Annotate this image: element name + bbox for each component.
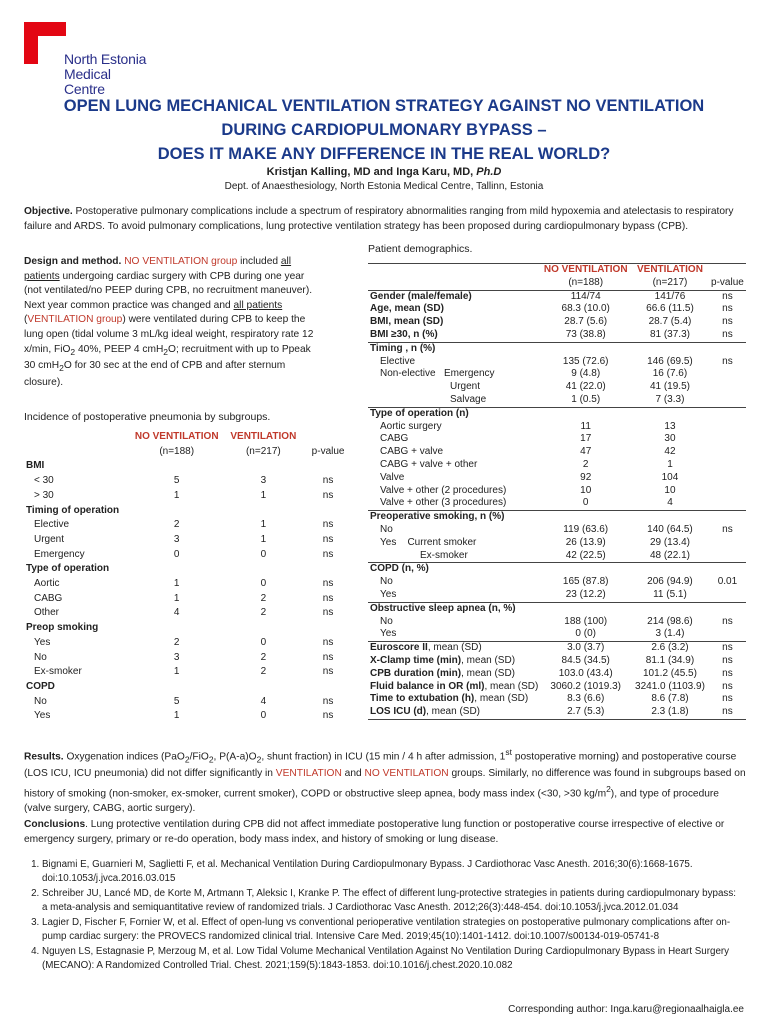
subgroup-header: Timing of operation <box>26 504 120 516</box>
table-row: X-Clamp time (min), mean (SD) 84.5 (34.5) 81.1 (34.9) ns <box>370 654 733 666</box>
subgroup-header: Preop smoking <box>26 622 99 634</box>
table-row: < 30 5 3 ns <box>34 475 334 487</box>
table-row: BMI, mean (SD) 28.7 (5.6) 28.7 (5.4) ns <box>370 316 733 328</box>
logo-mark-vertical <box>24 22 38 64</box>
reference-item: 4. Nguyen LS, Estagnasie P, Merzoug M, et al. Low Tidal Volume Mechanical Ventilation Against No Ventilation During Cardiopulmonary Bypass in Heart Surgery (MECANO): A Randomized Controlled Trial. Chest. 2021;159(5):1843-1853. doi:10.1016/j.chest.2020.10.082 <box>42 945 744 973</box>
table-row: > 30 1 1 ns <box>34 489 334 501</box>
copd-section: COPD (n, %) <box>370 563 429 575</box>
table-row: CPB duration (min), mean (SD) 103.0 (43.4) 101.2 (45.5) ns <box>370 667 733 679</box>
demo-header-novent: NO VENTILATION <box>540 264 631 277</box>
logo <box>24 22 154 97</box>
subgroup-header: Type of operation <box>26 563 110 575</box>
objective-paragraph <box>24 205 746 234</box>
ventilation-group: VENTILATION group <box>27 314 123 326</box>
logo-text <box>64 52 154 97</box>
table-row: Aortic 1 0 ns <box>34 578 334 590</box>
table-row: Urgent 3 1 ns <box>34 533 334 545</box>
table-row: Gender (male/female) 114/74 141/76 ns <box>370 290 733 302</box>
conclusions-label: Conclusions <box>24 819 86 830</box>
logo-line2: Medical Centre <box>64 66 111 97</box>
demographics-caption: Patient demographics. <box>368 243 473 255</box>
table-row: Time to extubation (h), mean (SD) 8.3 (6.6) 8.6 (7.8) ns <box>370 693 733 705</box>
timing-section: Timing , n (%) <box>370 342 436 354</box>
conclusions-paragraph <box>24 818 746 847</box>
objective-label: Objective. <box>24 206 73 217</box>
conclusions-text: . Lung protective ventilation during CPB did not affect immediate postoperative lung function or postoperative course irrespective of elective or emergency surgery, primary or re-do operation, body mass index, and history of smoking or lung disease. <box>24 819 725 845</box>
pneumonia-table: NO VENTILATION VENTILATION (n=188) (n=217) p-value BMI < 30 5 3 ns > 30 1 1 ns Timing of operation Elective 2 1 ns Urgent 3 1 ns Emergency 0 0 ns Type of operation Aortic 1 0 ns CABG 1 2 ns Other 4 2 ns Preop smoking Yes 2 0 ns No 3 2 ns Ex-smoker 1 2 ns COPD No 5 4 ns Yes 1 0 ns <box>24 430 350 724</box>
table-row: No 5 4 ns <box>34 695 334 707</box>
table-row: Fluid balance in OR (ml), mean (SD) 3060.2 (1019.3) 3241.0 (1103.9) ns <box>370 680 733 692</box>
table-row: CABG 1 2 ns <box>34 592 334 604</box>
author-names: Kristjan Kalling, MD and Inga Karu, MD, <box>266 166 477 178</box>
poster-title <box>0 94 768 166</box>
design-paragraph: Design and method. NO VENTILATION group included all patients undergoing cardiac surgery with CPB during one year (not ventilated/no PEEP during CPB, no recruitment maneuver). Next year common practice was changed and all patients (VENTILATION group) were ventilated during CPB to keep the lung open (tidal volume 3 mL/kg ideal weight, respiratory rate 12 x/min, FiO$_2$ 40%, PEEP 4 cmH$_2$O; recruitment with up to Ppeak 30 cmH$_2$O for 30 sec at the end of CPB and after sternum closure). <box>24 256 314 388</box>
smoking-section: Preoperative smoking, n (%) <box>370 511 505 523</box>
table-row: Other 4 2 ns <box>34 607 334 619</box>
corresponding-author: Corresponding author: Inga.karu@regionaalhaigla.ee <box>508 1004 744 1015</box>
no-ventilation-group: NO VENTILATION group <box>124 256 238 267</box>
table-row: Emergency 0 0 ns <box>34 548 334 560</box>
logo-line1: North Estonia <box>64 51 147 67</box>
table-row: Yes 2 0 ns <box>34 636 334 648</box>
demographics-table: NO VENTILATION VENTILATION (n=188) (n=217) p-value Gender (male/female) 114/74 141/76 ns Age, mean (SD) 68.3 (10.0) 66.6 (11.5) ns BMI, mean (SD) 28.7 (5.6) 28.7 (5.4) ns BMI ≥30, n (%) 73 (38.8) 81 (37.3) ns Timing , n (%) Elective 135 (72.6) 146 (69.5) ns Non-elective Emergency 9 (4.8) 16 (7.6) Urgent 41 (22.0) 41 (19.5) Salvage 1 (0.5) 7 (3.3) Type of operation (n) Aortic surgery 11 13 CABG 17 30 CABG + valve 47 42 CABG + valve + other 2 1 Valve 92 104 Valve + other (2 procedures) 10 10 Valve + other (3 procedures) 0 4 Preoperative smoking, n (%) No 119 (63.6) 140 (64.5) ns Yes Current smoker 26 (13.9) 29 (13.4) Ex-smoker 42 (22.5) 48 (22.1) COPD (n, %) No 165 (87.8) 206 (94.9) 0.01 Yes 23 (12.2) 11 (5.1) Obstructive sleep apnea (n, %) No 188 (100) 214 (98.6) ns Yes 0 (0) 3 (1.4) Euroscore II, mean (SD) 3.0 (3.7) 2.6 (3.2) ns X-Clamp time (min), mean (SD) 84.5 (34.5) 81.1 (34.9) ns CPB duration (min), mean (SD) 103.0 (43.4) 101.2 (45.5) ns Fluid balance in OR (ml), mean (SD) 3060.2 (1019.3) 3241.0 (1103.9) ns Time to extubation (h), mean (SD) 8.3 (6.6) 8.6 (7.8) ns LOS ICU (d), mean (SD) 2.7 (5.3) 2.3 (1.8) ns <box>368 263 746 720</box>
table-row: Ex-smoker 1 2 ns <box>34 666 334 678</box>
results-paragraph: Results. Oxygenation indices (PaO$_2$/FiO$_2$, $P(A-a)O_2$, shunt fraction) in ICU (15 min / 4 h after admission, 1st postoperative morning) and postoperative course (LOS ICU, ICU pneumonia) did not differ significantly in VENTILATION and NO VENTILATION groups. Similarly, no difference was found in subgroups based on history of smoking (non-smoker, ex-smoker, current smoker), COPD or obstructive sleep apnea, body mass index (<30, >30 $kg/m^2$), and type of procedure (valve surgery, CABG, aortic surgery). <box>24 747 746 814</box>
author-degree: Ph.D <box>476 166 502 178</box>
reference-item: 2. Schreiber JU, Lancé MD, de Korte M, Artmann T, Aleksic I, Kranke P. The effect of different lung-protective strategies in patients during cardiopulmonary bypass: a meta-analysis and semiquantitative review of randomized trials. J Cardiothorac Vasc Anesth. 2012;26(3):448-454. doi:10.1053/j.jvca.2012.01.034 <box>42 887 744 915</box>
operation-section: Type of operation (n) <box>370 407 469 419</box>
subgroup-header: BMI <box>26 460 45 472</box>
objective-text: Postoperative pulmonary complications include a spectrum of respiratory abnormalities ranging from mild hypoxemia and atelectasis to respiratory failure and ARDS. To avoid pulmonary complications, lung protective ventilation strategy has been proposed during cardiopulmonary bypass (CPB). <box>24 206 734 232</box>
design-label: Design and method. <box>24 256 122 267</box>
demo-header-vent: VENTILATION <box>631 264 709 277</box>
table-row: Yes 1 0 ns <box>34 710 334 722</box>
references <box>24 858 744 974</box>
results-label: Results. <box>24 751 64 763</box>
authors <box>0 166 768 178</box>
all-patients-2: all patients <box>233 299 283 311</box>
title-line3: DOES IT MAKE ANY DIFFERENCE IN THE REAL WORLD? <box>157 145 611 163</box>
pneumo-header-novent: NO VENTILATION <box>134 431 219 442</box>
subgroup-header: COPD <box>26 680 55 692</box>
table-row: Age, mean (SD) 68.3 (10.0) 66.6 (11.5) ns <box>370 303 733 315</box>
affiliation: Dept. of Anaesthesiology, North Estonia Medical Centre, Tallinn, Estonia <box>224 181 544 192</box>
reference-item: 3. Lagier D, Fischer F, Fornier W, et al. Effect of open-lung vs conventional perioperative ventilation strategies on postoperative pulmonary complications after on-pump cardiac surgery: the PROVECS randomized clinical trial. Intensive Care Med. 2019;45(10):1401-1412. doi:10.1007/s00134-019-05741-8 <box>42 916 744 944</box>
title-line2: DURING CARDIOPULMONARY BYPASS – <box>221 121 547 139</box>
all-patients-1: all patients <box>24 256 292 282</box>
table-row: Elective 2 1 ns <box>34 519 334 531</box>
osa-section: Obstructive sleep apnea (n, %) <box>370 602 516 614</box>
pneumo-header-vent: VENTILATION <box>230 431 297 442</box>
table-row: LOS ICU (d), mean (SD) 2.7 (5.3) 2.3 (1.8) ns <box>368 706 746 719</box>
title-line1: OPEN LUNG MECHANICAL VENTILATION STRATEGY AGAINST NO VENTILATION <box>63 97 705 115</box>
reference-item: 1. Bignami E, Guarnieri M, Saglietti F, et al. Mechanical Ventilation During Cardiopulmonary Bypass. J Cardiothorac Vasc Anesth. 2016;30(6):1668-1675. doi:10.1053/j.jvca.2016.03.015 <box>42 858 744 886</box>
table-row: Euroscore II, mean (SD) 3.0 (3.7) 2.6 (3.2) ns <box>370 642 733 654</box>
pneumonia-caption: Incidence of postoperative pneumonia by subgroups. <box>24 411 271 423</box>
table-row: No 3 2 ns <box>34 651 334 663</box>
table-row: BMI ≥30, n (%) 73 (38.8) 81 (37.3) ns <box>368 329 746 342</box>
